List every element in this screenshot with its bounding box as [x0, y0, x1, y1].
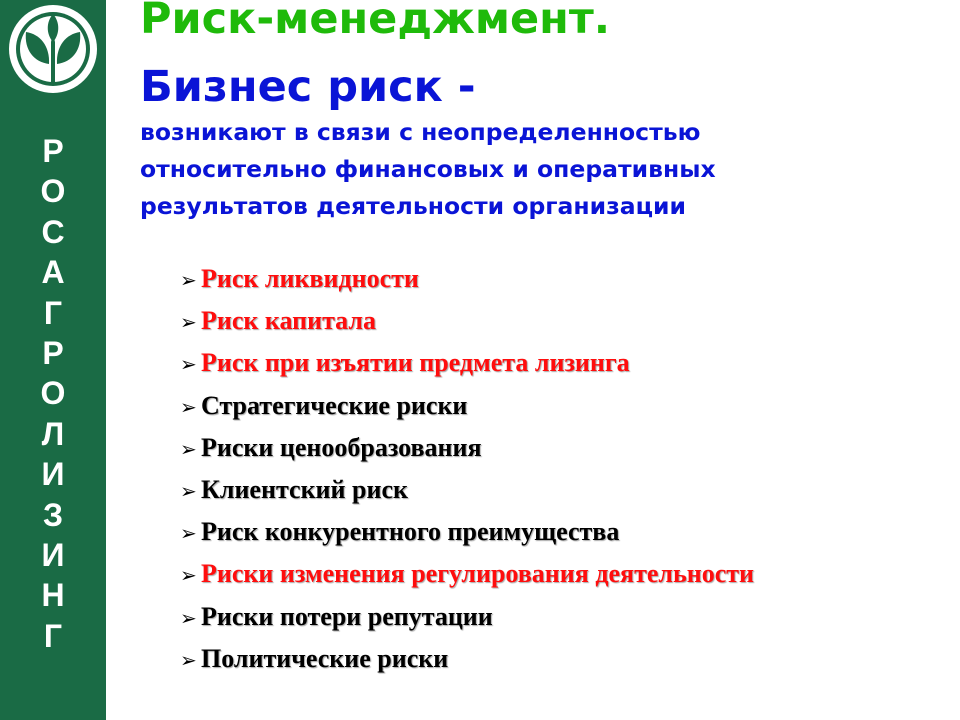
brand-letter: С	[41, 213, 65, 250]
arrow-bullet-icon: ➢	[180, 352, 197, 377]
risk-list-item	[180, 596, 754, 638]
brand-letter: О	[40, 375, 66, 412]
page-title: Риск-менеджмент.	[140, 0, 611, 44]
brand-letter: О	[40, 173, 66, 210]
risk-label: Риск конкурентного преимущества	[201, 517, 620, 547]
risk-list-item	[180, 553, 754, 595]
brand-letter: И	[41, 456, 65, 493]
arrow-bullet-icon: ➢	[180, 310, 197, 335]
definition-text	[140, 114, 940, 225]
arrow-bullet-icon: ➢	[180, 394, 197, 419]
risk-list-item	[180, 427, 754, 469]
risk-label: Риск капитала	[201, 306, 376, 336]
risk-list	[180, 258, 754, 680]
risk-label: Риски потери репутации	[201, 601, 493, 631]
risk-list-item	[180, 469, 754, 511]
risk-list-item	[180, 511, 754, 553]
brand-letter: А	[41, 254, 65, 291]
risk-label: Риск при изъятии предмета лизинга	[201, 348, 630, 378]
arrow-bullet-icon: ➢	[180, 605, 197, 630]
arrow-bullet-icon: ➢	[180, 268, 197, 292]
risk-label: Стратегические риски	[201, 390, 468, 420]
leaf-sprout-icon	[6, 2, 100, 96]
definition-line: относительно финансовых и оперативных	[140, 155, 716, 183]
brand-letter: Г	[43, 617, 63, 654]
arrow-bullet-icon: ➢	[180, 521, 197, 546]
risk-label: Риски ценообразования	[201, 432, 482, 462]
definition-line: результатов деятельности организации	[140, 192, 686, 220]
brand-letter: Г	[43, 294, 63, 331]
risk-label: Клиентский риск	[201, 474, 408, 504]
arrow-bullet-icon: ➢	[180, 563, 197, 588]
risk-list-item	[180, 258, 754, 300]
risk-list-item	[180, 638, 754, 680]
title-block	[140, 0, 940, 225]
brand-letter: З	[42, 496, 64, 533]
arrow-bullet-icon: ➢	[180, 436, 197, 461]
risk-list-item	[180, 385, 754, 427]
brand-letter: Н	[41, 577, 65, 614]
page-subtitle-heading: Бизнес риск -	[140, 62, 476, 112]
brand-letter: Р	[42, 133, 64, 169]
vertical-brand-name	[0, 131, 106, 656]
risk-label: Риски изменения регулирования деятельности	[201, 559, 755, 589]
risk-label: Политические риски	[201, 643, 449, 673]
brand-letter: Л	[41, 415, 65, 452]
brand-letter: И	[41, 536, 65, 573]
risk-list-item	[180, 300, 754, 342]
brand-letter: Р	[42, 334, 64, 371]
arrow-bullet-icon: ➢	[180, 647, 197, 672]
risk-label: Риск ликвидности	[201, 264, 419, 293]
risk-list-item	[180, 342, 754, 384]
arrow-bullet-icon: ➢	[180, 478, 197, 503]
brand-sidebar	[0, 0, 106, 720]
definition-line: возникают в связи с неопределенностью	[140, 118, 701, 146]
